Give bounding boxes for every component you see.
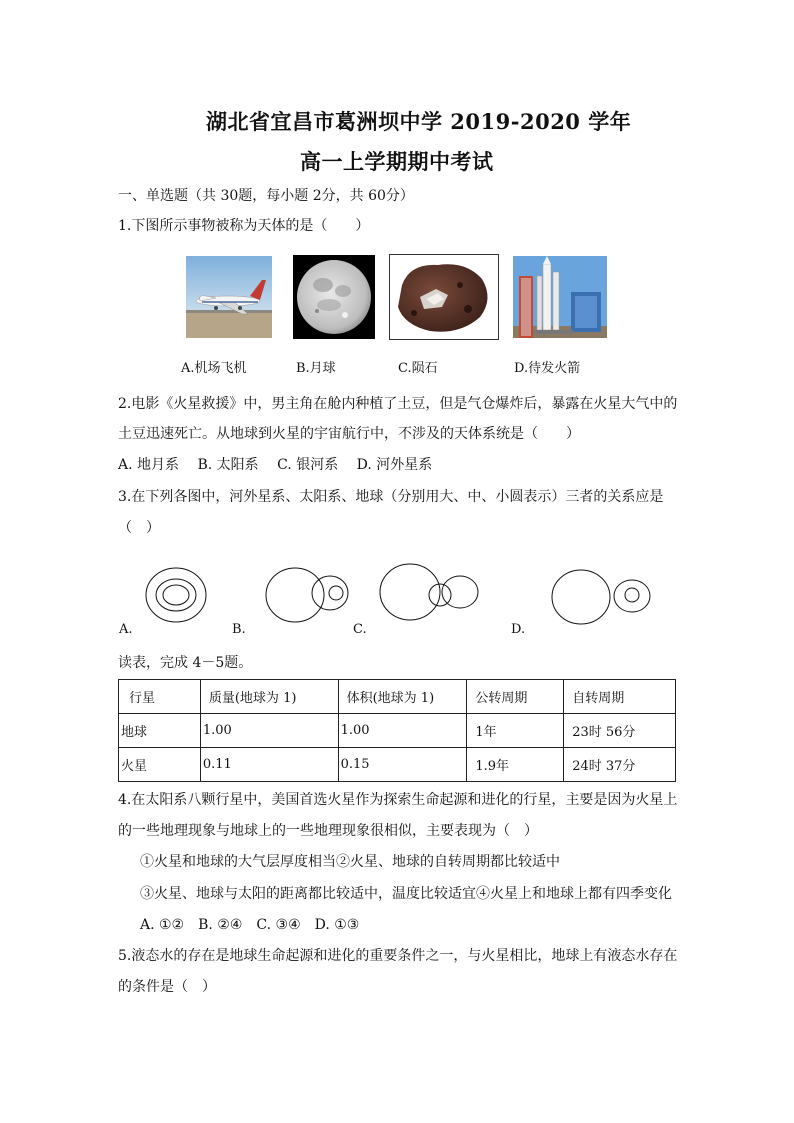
exam-title-line1: 湖北省宜昌市葛洲坝中学 2019-2020 学年 (206, 109, 632, 134)
cell-mass: 1.00 (200, 714, 338, 748)
cell-volume: 1.00 (338, 714, 467, 748)
table-header-row (119, 680, 676, 714)
caption-d: D.待发火箭 (514, 361, 581, 376)
moon-image (293, 255, 375, 339)
airplane-photo (186, 256, 272, 338)
question-5-line1: 5.液态水的存在是地球生命起源和进化的重要条件之一，与火星相比，地球上有液态水存在 (118, 948, 678, 964)
header-orbital-period: 公转周期 (467, 680, 564, 714)
question-3-line2: （ ） (118, 520, 160, 536)
diagram-label-b: B. (232, 622, 246, 637)
exam-title-line2: 高一上学期期中考试 (300, 149, 494, 174)
question-4-line4: ③火星、地球与太阳的距离都比较适中，温度比较适宜④火星上和地球上都有四季变化 (140, 886, 672, 902)
rocket-photo (513, 256, 607, 338)
header-mass: 质量(地球为 1) (200, 680, 338, 714)
question-4-line3: ①火星和地球的大气层厚度相当②火星、地球的自转周期都比较适中 (140, 854, 560, 870)
diagram-label-a: A. (119, 622, 133, 637)
caption-a: A.机场飞机 (181, 361, 247, 376)
diagram-c (380, 564, 478, 620)
diagram-b (266, 568, 348, 622)
moon-photo (293, 255, 375, 339)
question-1-stem: 1.下图所示事物被称为天体的是（ ） (118, 218, 370, 234)
planet-table (118, 679, 676, 782)
rocket-image (513, 256, 607, 338)
meteorite-photo (389, 254, 499, 340)
cell-orbital-period: 1.9年 (467, 748, 564, 782)
diagram-label-c: C. (353, 622, 367, 637)
diagram-a (146, 568, 206, 622)
table-intro: 读表，完成 4－5题。 (118, 655, 253, 671)
caption-c: C.陨石 (398, 361, 438, 376)
header-volume: 体积(地球为 1) (338, 680, 467, 714)
airplane-image (186, 256, 272, 338)
diagram-d (552, 570, 650, 624)
caption-b: B.月球 (296, 361, 336, 376)
cell-mass: 0.11 (200, 748, 338, 782)
cell-planet: 火星 (119, 748, 201, 782)
table-row (119, 748, 676, 782)
meteorite-image (390, 255, 498, 339)
diagram-label-d: D. (511, 622, 526, 637)
cell-rotation-period: 24时 37分 (564, 748, 676, 782)
cell-volume: 0.15 (338, 748, 467, 782)
section-heading: 一、单选题（共 30题，每小题 2分，共 60分） (118, 188, 414, 204)
cell-rotation-period: 23时 56分 (564, 714, 676, 748)
question-4-line2: 的一些地理现象与地球上的一些地理现象很相似，主要表现为（ ） (118, 823, 538, 839)
circle-diagrams (110, 555, 670, 635)
question-3-line1: 3.在下列各图中，河外星系、太阳系、地球（分别用大、中、小圆表示）三者的关系应是 (118, 489, 664, 505)
question-5-line2: 的条件是（ ） (118, 979, 216, 995)
question-4-line1: 4.在太阳系八颗行星中，美国首选火星作为探索生命起源和进化的行星，主要是因为火星上 (118, 792, 678, 808)
question-2-line2: 土豆迅速死亡。从地球到火星的宇宙航行中，不涉及的天体系统是（ ） (118, 426, 580, 442)
cell-orbital-period: 1年 (467, 714, 564, 748)
cell-planet: 地球 (119, 714, 201, 748)
question-4-options: A. ①② B. ②④ C. ③④ D. ①③ (140, 917, 360, 933)
question-2-options: A. 地月系 B. 太阳系 C. 银河系 D. 河外星系 (118, 457, 433, 473)
question-2-line1: 2.电影《火星救援》中，男主角在舱内种植了土豆，但是气仓爆炸后，暴露在火星大气中的 (118, 396, 678, 412)
header-rotation-period: 自转周期 (564, 680, 676, 714)
table-row (119, 714, 676, 748)
header-planet: 行星 (119, 680, 201, 714)
